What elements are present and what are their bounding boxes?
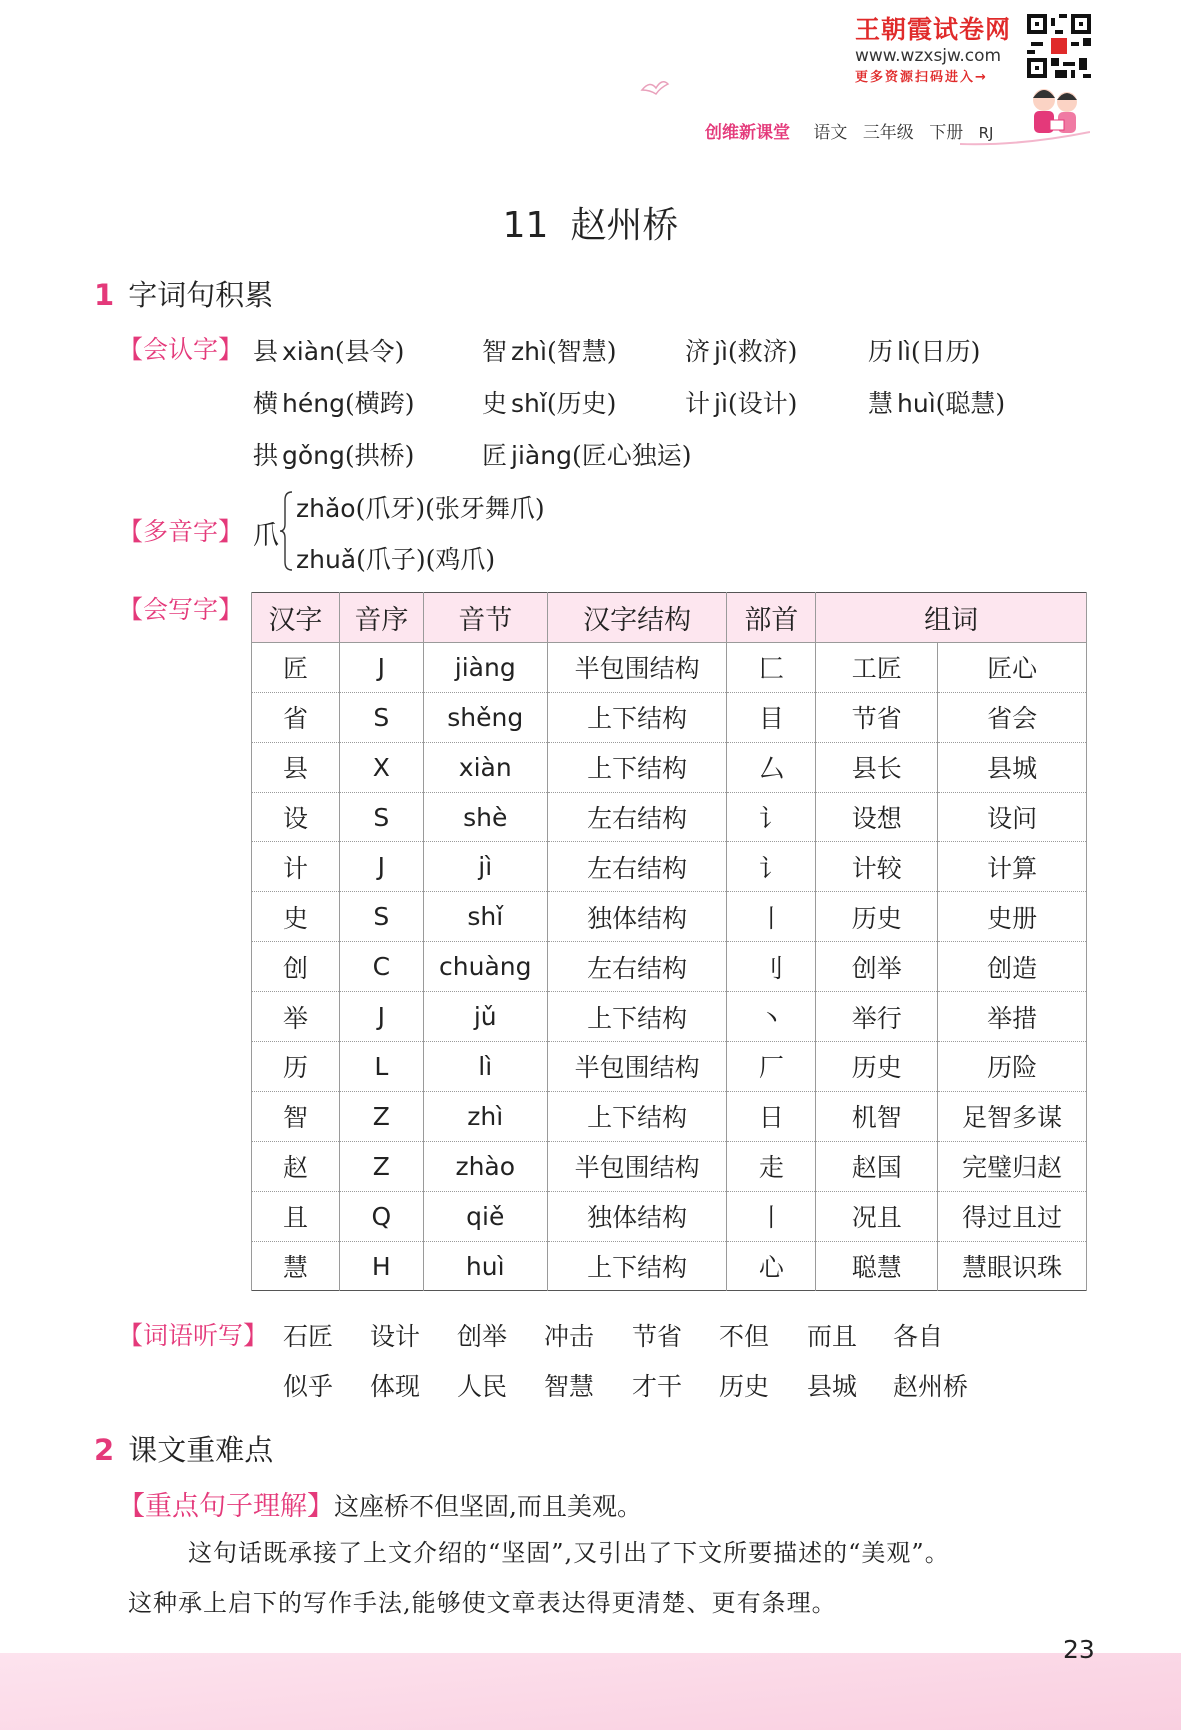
key-sentence: 这座桥不但坚固,而且美观。 <box>334 1492 642 1521</box>
cell-order: L <box>339 1042 423 1092</box>
dictation-word: 不但 <box>719 1322 770 1351</box>
cell-radical: 讠 <box>727 792 816 842</box>
qr-code-icon[interactable] <box>1027 14 1091 78</box>
cell-structure: 独体结构 <box>547 1191 727 1241</box>
cell-structure: 独体结构 <box>547 892 727 942</box>
cell-radical: 匚 <box>727 642 816 692</box>
table-row <box>252 1241 1087 1291</box>
write-label: 【会写字】 <box>118 595 244 624</box>
cell-char: 计 <box>252 842 340 892</box>
page-number: 23 <box>1063 1635 1095 1664</box>
grade-label: 三年级 <box>862 123 914 143</box>
cell-word-2: 创造 <box>938 942 1087 992</box>
section-2-heading <box>94 1428 273 1469</box>
recognize-word: (拱桥) <box>344 441 415 470</box>
dictation-label: 【词语听写】 <box>118 1321 269 1350</box>
dictation-word: 节省 <box>632 1322 683 1351</box>
dictation-word: 设计 <box>370 1322 421 1351</box>
recognize-char: 县 <box>253 337 279 366</box>
cell-syllable: jǔ <box>423 992 547 1042</box>
cell-word-1: 县长 <box>816 742 938 792</box>
cell-order: J <box>339 642 423 692</box>
cell-radical: 丨 <box>727 892 816 942</box>
cell-word-1: 创举 <box>816 942 938 992</box>
recognize-pinyin: héng <box>282 389 345 418</box>
recognize-char: 计 <box>685 389 711 418</box>
polyphone-line-2 <box>296 540 495 576</box>
cell-order: Q <box>339 1191 423 1241</box>
dictation-word: 创举 <box>457 1322 508 1351</box>
cell-word-2: 省会 <box>938 692 1087 742</box>
key-sentence-label: 【重点句子理解】 <box>118 1491 334 1522</box>
cell-radical: 刂 <box>727 942 816 992</box>
recognize-char: 匠 <box>482 441 508 470</box>
cell-order: X <box>339 742 423 792</box>
site-tip: 更多资源扫码进入→ <box>855 70 988 85</box>
cell-syllable: chuàng <box>423 942 547 992</box>
cell-order: Z <box>339 1091 423 1141</box>
cell-radical: 讠 <box>727 842 816 892</box>
site-name: 王朝霞试卷网 <box>855 15 1012 44</box>
dictation-word: 县城 <box>807 1372 858 1401</box>
brand-line <box>705 118 1003 143</box>
polyphone-pinyin-1: zhǎo <box>296 494 356 523</box>
cell-word-2: 足智多谋 <box>938 1091 1087 1141</box>
recognize-char: 慧 <box>868 389 894 418</box>
footer-band <box>0 1653 1181 1730</box>
cell-order: J <box>339 842 423 892</box>
dictation-word: 体现 <box>370 1372 421 1401</box>
cell-word-2: 得过且过 <box>938 1191 1087 1241</box>
recognize-pinyin: lì <box>897 337 911 366</box>
recognize-word: (横跨) <box>344 389 415 418</box>
dictation-word: 各自 <box>893 1322 944 1351</box>
cell-word-1: 聪慧 <box>816 1241 938 1291</box>
recognize-item <box>685 332 797 368</box>
cell-structure: 左右结构 <box>547 942 727 992</box>
brand-name: 创维新课堂 <box>705 123 790 143</box>
polyphone-line-1 <box>296 489 545 525</box>
site-logo <box>855 10 1025 85</box>
cell-char: 历 <box>252 1042 340 1092</box>
cell-structure: 半包围结构 <box>547 642 727 692</box>
recognize-pinyin: xiàn <box>282 337 335 366</box>
recognize-word: (智慧) <box>546 337 617 366</box>
cell-char: 赵 <box>252 1141 340 1191</box>
cell-structure: 上下结构 <box>547 992 727 1042</box>
cell-order: Z <box>339 1141 423 1191</box>
table-row <box>252 942 1087 992</box>
cell-syllable: shè <box>423 792 547 842</box>
cell-word-1: 历史 <box>816 892 938 942</box>
dictation-word: 历史 <box>719 1372 770 1401</box>
polyphone-pinyin-2: zhuǎ <box>296 545 357 574</box>
cell-word-2: 历险 <box>938 1042 1087 1092</box>
recognize-pinyin: huì <box>897 389 936 418</box>
dictation-word: 似乎 <box>283 1372 334 1401</box>
table-row <box>252 1191 1087 1241</box>
section-1-heading <box>94 273 273 314</box>
table-row <box>252 692 1087 742</box>
cell-order: S <box>339 892 423 942</box>
dictation-word: 才干 <box>632 1372 683 1401</box>
table-row <box>252 742 1087 792</box>
cell-syllable: zhào <box>423 1141 547 1191</box>
dictation-word: 冲击 <box>544 1322 595 1351</box>
cell-char: 创 <box>252 942 340 992</box>
recognize-item <box>868 384 1005 420</box>
cell-syllable: qiě <box>423 1191 547 1241</box>
cell-structure: 半包围结构 <box>547 1141 727 1191</box>
cell-word-1: 工匠 <box>816 642 938 692</box>
cell-word-1: 机智 <box>816 1091 938 1141</box>
lesson-number: 11 <box>502 205 549 246</box>
table-row <box>252 1042 1087 1092</box>
cell-order: H <box>339 1241 423 1291</box>
section-1-number: 1 <box>94 278 115 312</box>
recognize-item <box>685 384 797 420</box>
brace-icon <box>279 490 293 572</box>
cell-word-2: 匠心 <box>938 642 1087 692</box>
recognize-item <box>253 384 414 420</box>
recognize-pinyin: shǐ <box>511 389 547 418</box>
recognize-word: (匠心独运) <box>571 441 692 470</box>
polyphone-words-1: (爪牙)(张牙舞爪) <box>355 494 545 523</box>
lesson-title <box>0 197 1181 248</box>
cell-order: C <box>339 942 423 992</box>
recognize-pinyin: gǒng <box>282 441 345 470</box>
cell-radical: 丨 <box>727 1191 816 1241</box>
dictation-word: 石匠 <box>283 1322 334 1351</box>
edition-label: RJ <box>978 124 994 142</box>
recognize-item <box>253 436 414 472</box>
cell-structure: 左右结构 <box>547 792 727 842</box>
dictation-word: 而且 <box>807 1322 858 1351</box>
cell-word-1: 节省 <box>816 692 938 742</box>
cell-radical: 丶 <box>727 992 816 1042</box>
recognize-char: 横 <box>253 389 279 418</box>
cell-char: 举 <box>252 992 340 1042</box>
col-header-order: 音序 <box>339 593 423 643</box>
cell-structure: 上下结构 <box>547 1091 727 1141</box>
section-2-number: 2 <box>94 1433 115 1467</box>
cell-radical: 走 <box>727 1141 816 1191</box>
cell-order: S <box>339 692 423 742</box>
cell-syllable: jiàng <box>423 642 547 692</box>
table-row <box>252 842 1087 892</box>
cell-order: S <box>339 792 423 842</box>
cell-syllable: lì <box>423 1042 547 1092</box>
cell-word-2: 完璧归赵 <box>938 1141 1087 1191</box>
cell-structure: 左右结构 <box>547 842 727 892</box>
cell-char: 县 <box>252 742 340 792</box>
table-row <box>252 1091 1087 1141</box>
polyphone-words-2: (爪子)(鸡爪) <box>356 545 496 574</box>
dictation-word: 人民 <box>457 1372 508 1401</box>
col-header-words: 组词 <box>816 593 1087 643</box>
recognize-word: (聪慧) <box>935 389 1006 418</box>
table-row <box>252 792 1087 842</box>
bird-icon <box>640 76 670 100</box>
cell-char: 匠 <box>252 642 340 692</box>
recognize-word: (县令) <box>334 337 405 366</box>
cell-syllable: zhì <box>423 1091 547 1141</box>
recognize-word: (救济) <box>727 337 798 366</box>
recognize-char: 拱 <box>253 441 279 470</box>
table-row <box>252 892 1087 942</box>
cell-structure: 上下结构 <box>547 1241 727 1291</box>
col-header-char: 汉字 <box>252 593 340 643</box>
cell-char: 智 <box>252 1091 340 1141</box>
table-header-row <box>252 593 1087 643</box>
cell-radical: 目 <box>727 692 816 742</box>
cell-radical: 厶 <box>727 742 816 792</box>
cell-word-1: 举行 <box>816 992 938 1042</box>
cell-structure: 上下结构 <box>547 742 727 792</box>
recognize-char: 智 <box>482 337 508 366</box>
volume-label: 下册 <box>929 123 964 143</box>
cell-char: 慧 <box>252 1241 340 1291</box>
cell-radical: 日 <box>727 1091 816 1141</box>
recognize-item <box>482 332 616 368</box>
recognize-label: 【会认字】 <box>118 335 244 364</box>
table-row <box>252 642 1087 692</box>
recognize-item <box>253 332 404 368</box>
character-table <box>251 592 1087 1291</box>
cell-syllable: shěng <box>423 692 547 742</box>
table-row <box>252 992 1087 1042</box>
polyphone-label: 【多音字】 <box>118 517 244 546</box>
cell-word-2: 慧眼识珠 <box>938 1241 1087 1291</box>
cell-word-1: 况且 <box>816 1191 938 1241</box>
cell-word-1: 历史 <box>816 1042 938 1092</box>
dictation-word: 赵州桥 <box>893 1372 969 1401</box>
col-header-radical: 部首 <box>727 593 816 643</box>
cell-char: 且 <box>252 1191 340 1241</box>
lesson-name: 赵州桥 <box>570 205 679 246</box>
site-url[interactable]: www.wzxsjw.com <box>855 46 1002 66</box>
col-header-structure: 汉字结构 <box>547 593 727 643</box>
recognize-pinyin: jì <box>714 337 728 366</box>
explanation-line-1: 这句话既承接了上文介绍的“坚固”,又引出了下文所要描述的“美观”。 <box>188 1539 950 1567</box>
cell-radical: 厂 <box>727 1042 816 1092</box>
polyphone-char: 爪 <box>253 521 280 551</box>
cell-order: J <box>339 992 423 1042</box>
cell-syllable: xiàn <box>423 742 547 792</box>
recognize-word: (日历) <box>910 337 981 366</box>
cell-structure: 半包围结构 <box>547 1042 727 1092</box>
subject-label: 语文 <box>813 123 848 143</box>
explanation-line-2: 这种承上启下的写作手法,能够使文章表达得更清楚、更有条理。 <box>128 1589 837 1617</box>
cell-char: 史 <box>252 892 340 942</box>
cell-word-1: 设想 <box>816 792 938 842</box>
cell-word-1: 计较 <box>816 842 938 892</box>
recognize-pinyin: jì <box>714 389 728 418</box>
recognize-char: 史 <box>482 389 508 418</box>
cell-word-2: 县城 <box>938 742 1087 792</box>
section-1-title: 字词句积累 <box>128 278 274 312</box>
recognize-item <box>482 384 616 420</box>
cell-syllable: jì <box>423 842 547 892</box>
cell-syllable: huì <box>423 1241 547 1291</box>
cell-word-2: 举措 <box>938 992 1087 1042</box>
key-sentence-row <box>118 1484 642 1523</box>
cell-char: 省 <box>252 692 340 742</box>
cell-word-2: 史册 <box>938 892 1087 942</box>
recognize-word: (历史) <box>546 389 617 418</box>
recognize-pinyin: jiàng <box>511 441 572 470</box>
recognize-item <box>868 332 980 368</box>
section-2-title: 课文重难点 <box>128 1433 274 1467</box>
recognize-item <box>482 436 691 472</box>
cell-radical: 心 <box>727 1241 816 1291</box>
recognize-pinyin: zhì <box>511 337 547 366</box>
cell-char: 设 <box>252 792 340 842</box>
recognize-word: (设计) <box>727 389 798 418</box>
cell-syllable: shǐ <box>423 892 547 942</box>
recognize-char: 济 <box>685 337 711 366</box>
cell-word-1: 赵国 <box>816 1141 938 1191</box>
dictation-word: 智慧 <box>544 1372 595 1401</box>
recognize-char: 历 <box>868 337 894 366</box>
table-row <box>252 1141 1087 1191</box>
col-header-syllable: 音节 <box>423 593 547 643</box>
cell-word-2: 计算 <box>938 842 1087 892</box>
cell-word-2: 设问 <box>938 792 1087 842</box>
cell-structure: 上下结构 <box>547 692 727 742</box>
